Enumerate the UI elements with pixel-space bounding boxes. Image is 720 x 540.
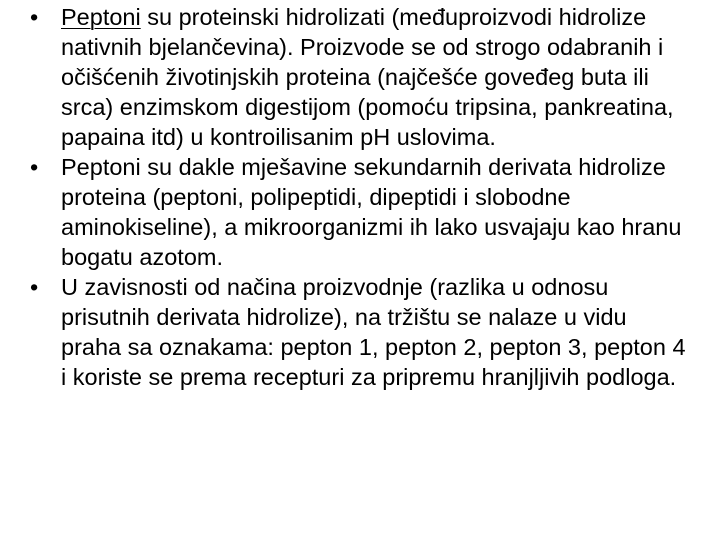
bullet-1-text: su proteinski hidrolizati (međuproizvodi hidrolize nativnih bjelančevina). Proizvode se od strogo odabranih i očišćenih životinjskih proteina (najčešće goveđeg buta ili srca) enzimskom digestijom (pomoću tripsina, pankreatina, papaina itd) u kontroilisanim pH uslovima. bbox=[61, 4, 674, 150]
bullet-item-2 bbox=[30, 152, 690, 272]
bullet-item-1 bbox=[30, 2, 690, 152]
bullet-icon: • bbox=[30, 274, 39, 300]
bullet-2-text: Peptoni su dakle mješavine sekundarnih derivata hidrolize proteina (peptoni, polipeptidi, dipeptidi i slobodne aminokiseline), a mikroorganizmi ih lako usvajaju kao hranu bogatu azotom. bbox=[61, 154, 682, 270]
bullet-list bbox=[30, 2, 690, 392]
bullet-3-text: U zavisnosti od načina proizvodnje (razlika u odnosu prisutnih derivata hidrolize), na tržištu se nalaze u vidu praha sa oznakama: pepton 1, pepton 2, pepton 3, pepton 4 i koriste se prema recepturi za pripremu hranjljivih podloga. bbox=[61, 274, 686, 390]
bullet-item-3 bbox=[30, 272, 690, 392]
bullet-icon: • bbox=[30, 154, 39, 180]
bullet-icon: • bbox=[30, 4, 39, 30]
bullet-1-underlined-term: Peptoni bbox=[61, 4, 141, 30]
